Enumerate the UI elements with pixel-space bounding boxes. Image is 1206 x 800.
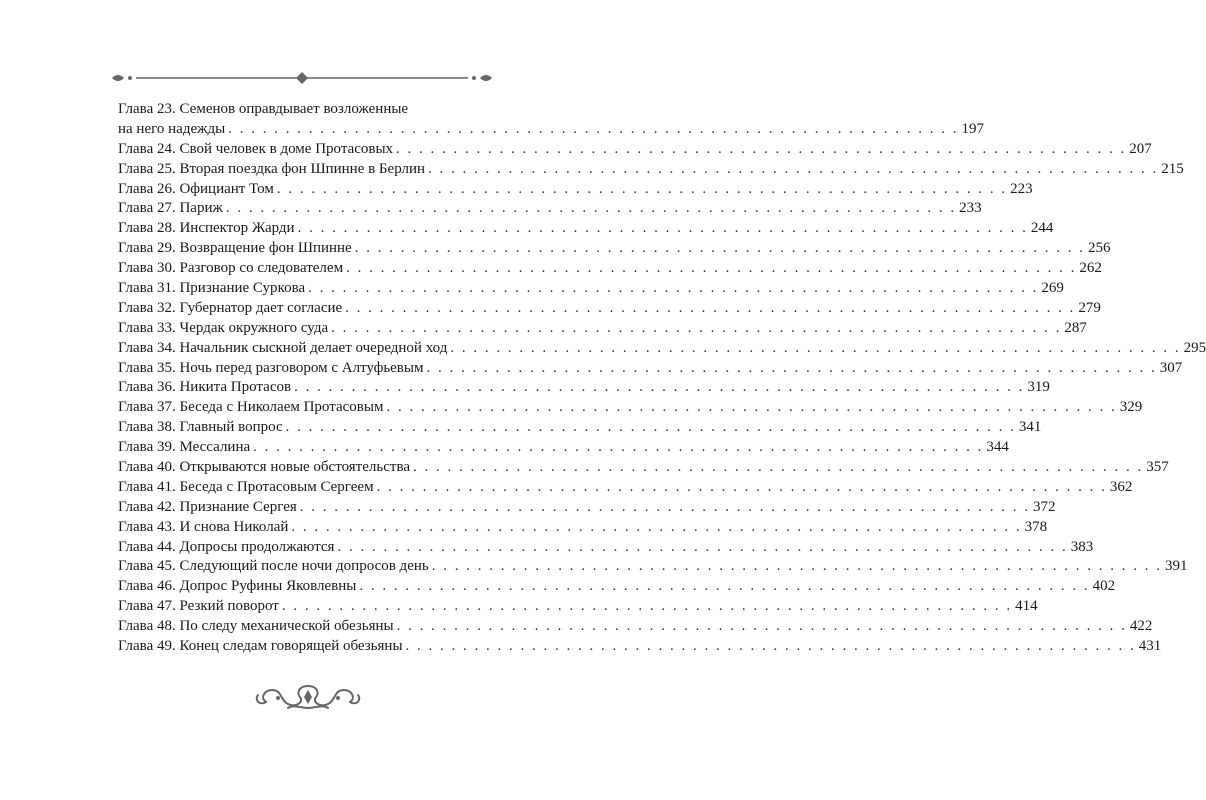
toc-entry-page: 431 xyxy=(1138,638,1162,655)
dot-leader xyxy=(426,359,1156,379)
table-of-contents xyxy=(118,100,1206,657)
toc-entry xyxy=(118,219,1054,239)
toc-entry-title: Глава 35. Ночь перед разговором с Алтуфьевым xyxy=(118,359,424,376)
toc-entry-title: Глава 38. Главный вопрос xyxy=(118,419,283,436)
dot-leader xyxy=(298,219,1028,239)
toc-entry xyxy=(118,239,1111,259)
dot-leader xyxy=(294,378,1024,398)
dot-leader xyxy=(396,140,1126,160)
toc-entry-title: Глава 29. Возвращение фон Шпинне xyxy=(118,240,352,257)
toc-entry xyxy=(118,359,1183,379)
toc-entry-page: 215 xyxy=(1161,160,1184,177)
dot-leader xyxy=(226,199,956,219)
toc-entry-page: 295 xyxy=(1183,339,1206,356)
toc-entry-page: 233 xyxy=(959,200,982,217)
toc-entry-title: Глава 36. Никита Протасов xyxy=(118,379,292,396)
dot-leader xyxy=(282,597,1012,617)
toc-entry xyxy=(118,160,1184,180)
toc-entry-page: 414 xyxy=(1015,598,1038,615)
toc-entry-title: Глава 24. Свой человек в доме Протасовых xyxy=(118,140,394,157)
toc-entry xyxy=(118,378,1050,398)
toc-entry-page: 344 xyxy=(986,439,1009,456)
dot-leader xyxy=(308,279,1038,299)
toc-entry xyxy=(118,458,1169,478)
dot-leader xyxy=(331,319,1061,339)
dot-leader xyxy=(345,299,1075,319)
toc-entry-title: Глава 30. Разговор со следователем xyxy=(118,260,344,277)
toc-entry-page: 357 xyxy=(1146,459,1169,476)
toc-entry xyxy=(118,498,1056,518)
toc-entry xyxy=(118,617,1153,637)
toc-entry-title: Глава 44. Допросы продолжаются xyxy=(118,538,335,555)
toc-entry xyxy=(118,418,1042,438)
toc-entry-title: Глава 27. Париж xyxy=(118,200,223,217)
toc-entry-title: Глава 37. Беседа с Николаем Протасовым xyxy=(118,399,384,416)
toc-entry-page: 329 xyxy=(1119,399,1143,416)
dot-leader xyxy=(291,518,1021,538)
dot-leader xyxy=(277,180,1007,200)
toc-entry xyxy=(118,180,1033,200)
dot-leader xyxy=(355,239,1085,259)
toc-entry xyxy=(118,259,1102,279)
toc-entry-page: 223 xyxy=(1010,180,1033,197)
toc-entry-page: 256 xyxy=(1087,240,1111,257)
toc-entry xyxy=(118,518,1048,538)
toc-entry-title: Глава 41. Беседа с Протасовым Сергеем xyxy=(118,478,374,495)
toc-entry-title: Глава 23. Семенов оправдывает возложенные xyxy=(118,101,409,117)
toc-entry-page: 391 xyxy=(1164,558,1188,575)
toc-entry-title: Глава 28. Инспектор Жарди xyxy=(118,220,295,237)
toc-entry-title: Глава 39. Мессалина xyxy=(118,439,251,456)
toc-entry-title: Глава 32. Губернатор дает согласие xyxy=(118,299,343,316)
toc-entry-title: Глава 43. И снова Николай xyxy=(118,518,289,535)
dot-leader xyxy=(346,259,1076,279)
toc-entry xyxy=(118,557,1188,577)
toc-entry xyxy=(118,577,1116,597)
toc-entry-page: 244 xyxy=(1030,220,1054,237)
toc-entry-title: на него надежды xyxy=(118,120,226,137)
toc-entry-title: Глава 48. По следу механической обезьяны xyxy=(118,618,394,635)
dot-leader xyxy=(228,120,958,140)
dot-leader xyxy=(386,398,1116,418)
dot-leader xyxy=(286,418,1016,438)
bottom-flourish-ornament xyxy=(248,678,368,716)
toc-entry xyxy=(118,140,1152,160)
toc-entry xyxy=(118,279,1064,299)
dot-leader xyxy=(300,498,1030,518)
toc-entry xyxy=(118,199,982,219)
toc-entry xyxy=(118,637,1162,657)
toc-entry-page: 341 xyxy=(1018,419,1042,436)
toc-entry xyxy=(118,398,1143,418)
toc-entry-title: Глава 26. Официант Том xyxy=(118,180,274,197)
toc-entry-page: 197 xyxy=(961,120,984,137)
toc-entry xyxy=(118,597,1038,617)
dot-leader xyxy=(337,538,1067,558)
toc-entry xyxy=(118,438,1009,458)
toc-entry-page: 383 xyxy=(1070,538,1094,555)
toc-entry-title: Глава 46. Допрос Руфины Яковлевны xyxy=(118,578,357,595)
dot-leader xyxy=(377,478,1107,498)
toc-entry-page: 262 xyxy=(1079,260,1102,277)
toc-entry xyxy=(118,120,984,140)
toc-entry-title: Глава 25. Вторая поездка фон Шпинне в Берлин xyxy=(118,160,426,177)
dot-leader xyxy=(397,617,1127,637)
toc-entry xyxy=(118,100,482,120)
toc-entry-page: 269 xyxy=(1041,280,1064,297)
toc-entry-page: 422 xyxy=(1129,618,1153,635)
toc-entry-title: Глава 49. Конец следам говорящей обезьяны xyxy=(118,638,403,655)
toc-entry-title: Глава 42. Признание Сергея xyxy=(118,498,297,515)
toc-entry-title: Глава 31. Признание Суркова xyxy=(118,280,306,297)
dot-leader xyxy=(413,458,1143,478)
dot-leader xyxy=(406,637,1136,657)
toc-entry-page: 402 xyxy=(1092,578,1116,595)
toc-entry-page: 319 xyxy=(1027,379,1050,396)
toc-entry xyxy=(118,299,1101,319)
toc-entry-page: 287 xyxy=(1064,319,1087,336)
dot-leader xyxy=(428,160,1158,180)
toc-entry-page: 378 xyxy=(1024,518,1048,535)
toc-entry xyxy=(118,538,1094,558)
toc-entry xyxy=(118,319,1087,339)
toc-entry xyxy=(118,478,1133,498)
top-divider-ornament xyxy=(110,70,494,86)
toc-entry-page: 279 xyxy=(1078,299,1101,316)
dot-leader xyxy=(450,339,1180,359)
toc-entry-title: Глава 45. Следующий после ночи допросов день xyxy=(118,558,429,575)
toc-entry-title: Глава 33. Чердак окружного суда xyxy=(118,319,329,336)
toc-entry-title: Глава 47. Резкий поворот xyxy=(118,598,279,615)
toc-entry-page: 307 xyxy=(1159,359,1183,376)
toc-entry-page: 207 xyxy=(1129,140,1152,157)
dot-leader xyxy=(253,438,983,458)
toc-entry-title: Глава 34. Начальник сыскной делает очередной ход xyxy=(118,339,448,356)
dot-leader xyxy=(359,577,1089,597)
dot-leader xyxy=(432,557,1162,577)
toc-entry-page: 362 xyxy=(1109,478,1133,495)
toc-entry-title: Глава 40. Открываются новые обстоятельства xyxy=(118,459,410,476)
toc-entry xyxy=(118,339,1206,359)
toc-entry-page: 372 xyxy=(1033,498,1056,515)
